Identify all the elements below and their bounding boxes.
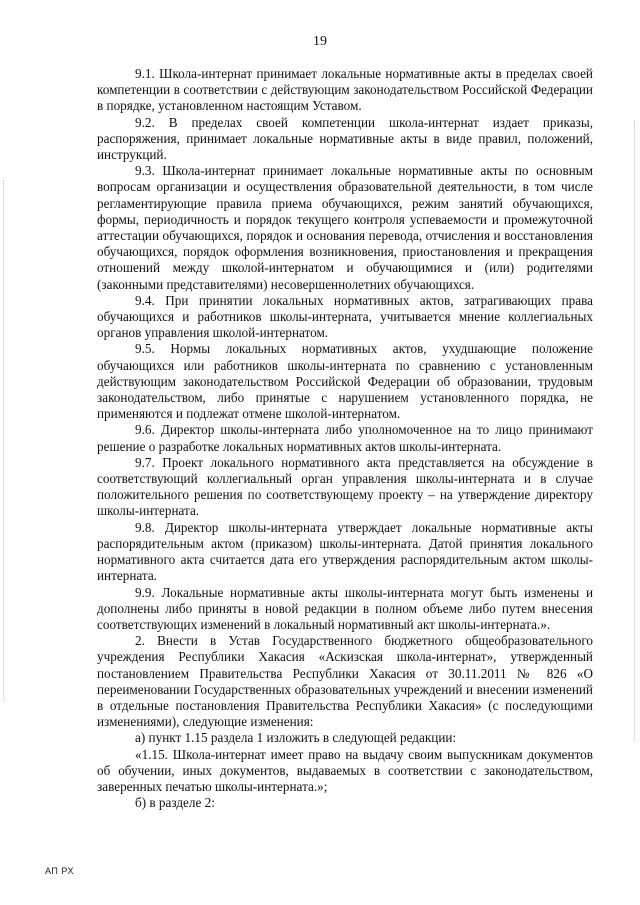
page-number: 19 [313,34,327,49]
paragraph-1-15: «1.15. Школа-интернат имеет право на выдачу своим выпускникам документов об обучении, иных документов, выдаваемых в соответствии с законодательством, заверенных печатью школы-интерната.»; [97,746,593,794]
paragraph-9-7: 9.7. Проект локального нормативного акта представляется на обсуждение в соответствующий коллегиальный орган управления школы-интерната и в случае положительного решения по соответствующему проекту – на утверждение директору школы-интерната. [97,454,593,519]
right-edge-scan-mark [634,120,636,740]
footer-code: АП РХ [45,866,74,876]
paragraph-9-2: 9.2. В пределах своей компетенции школа-интернат издает приказы, распоряжения, принимает локальные нормативные акты в виде правил, положений, инструкций. [97,114,593,163]
paragraph-9-8: 9.8. Директор школы-интерната утверждает локальные нормативные акты распорядительным актом (приказом) школы-интерната. Датой принятия локального нормативного акта считается дата его утверждения распорядительным актом школы-интерната. [97,519,593,584]
paragraph-9-3: 9.3. Школа-интернат принимает локальные нормативные акты по основным вопросам организации и осуществления образовательной деятельности, в том числе регламентирующие правила приема обучающихся, режим занятий обучающихся, формы, периодичность и порядок текущего контроля успеваемости и промежуточной аттестации обучающихся, порядок и основания перевода, отчисления и восстановления обучающихся, порядок оформления возникновения, приостановления и прекращения отношений между школой-интернатом и обучающимися и (или) родителями (законными представителями) несовершеннолетних обучающихся. [97,163,593,292]
paragraph-9-5: 9.5. Нормы локальных нормативных актов, ухудшающие положение обучающихся или работников школы-интерната по сравнению с установленным действующим законодательством Российской Федерации об образовании, трудовым законодательством, либо принятые с нарушением установленного порядка, не применяются и подлежат отмене школой-интернатом. [97,341,593,422]
paragraph-9-1: 9.1. Школа-интернат принимает локальные нормативные акты в пределах своей компетенции в соответствии с действующим законодательством Российской Федерации в порядке, установленном настоящим Уставом. [97,66,593,114]
paragraph-2: 2. Внести в Устав Государственного бюджетного общеобразовательного учреждения Республики Хакасия «Аскизская школа-интернат», утвержденный постановлением Правительства Республики Хакасия от 30.11.2011 № 826 «О переименовании Государственных образовательных учреждений и внесении изменений в отдельные постановления Правительства Республики Хакасия» (с последующими изменениями), следующие изменения: [97,633,593,730]
paragraph-9-6: 9.6. Директор школы-интерната либо уполномоченное на то лицо принимают решение о разработке локальных нормативных актов школы-интерната. [97,422,593,454]
paragraph-9-9: 9.9. Локальные нормативные акты школы-интерната могут быть изменены и дополнены либо приняты в новой редакции в полном объеме либо путем внесения соответствующих изменений в локальный нормативный акт школы-интерната.». [97,584,593,632]
left-edge-scan-mark [3,180,5,700]
paragraph-a: а) пункт 1.15 раздела 1 изложить в следующей редакции: [135,730,457,746]
paragraph-9-4: 9.4. При принятии локальных нормативных актов, затрагивающих права обучающихся и работников школы-интерната, учитывается мнение коллегиальных органов управления школой-интернатом. [97,292,593,341]
paragraph-b: б) в разделе 2: [135,795,215,811]
document-body [97,66,593,811]
